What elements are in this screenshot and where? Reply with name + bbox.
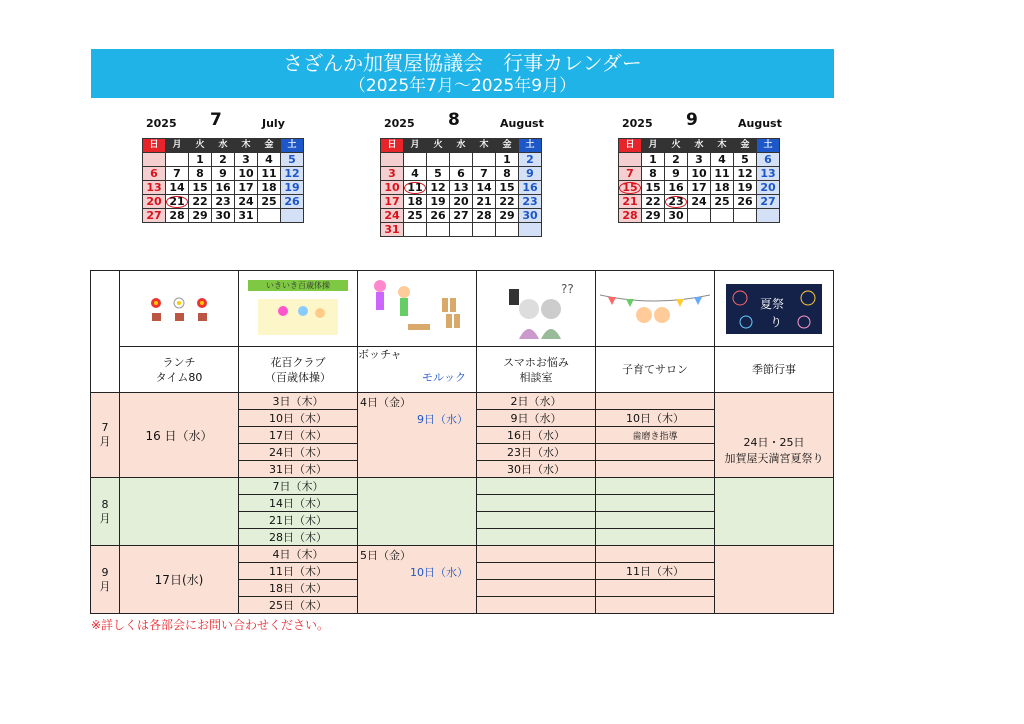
boccia-icon bbox=[358, 274, 476, 344]
hana-date: 11日（木） bbox=[239, 563, 358, 580]
season-july: 24日・25日 加賀屋天満宮夏祭り bbox=[715, 393, 834, 478]
schedule-table bbox=[90, 270, 834, 614]
season-august bbox=[715, 478, 834, 546]
col-salon: 子育てサロン bbox=[596, 347, 715, 393]
cal-month: 9 bbox=[686, 110, 698, 130]
salon-cell bbox=[596, 461, 715, 478]
salon-cell bbox=[596, 444, 715, 461]
col-lunch: ランチ タイム80 bbox=[120, 347, 239, 393]
cal-month: 8 bbox=[448, 110, 460, 130]
hana-date: 31日（木） bbox=[239, 461, 358, 478]
cal-month-en: July bbox=[262, 117, 285, 130]
exercise-icon bbox=[239, 280, 357, 337]
salon-note: 歯磨き指導 bbox=[596, 427, 715, 444]
lunch-september: 17日(水) bbox=[120, 546, 239, 614]
salon-cell bbox=[596, 393, 715, 410]
calendar-grid: 日 月 火 水 木 金 土 1 2 3 4 5 6 7 8 9 10 11 12 13 15 15 16 17 18 19 20 21 22 23 24 25 26 27 28 29 30 bbox=[618, 138, 780, 223]
smart-cell bbox=[477, 512, 596, 529]
hana-banner: いきいき百歳体操 bbox=[248, 280, 348, 291]
hana-date: 25日（木） bbox=[239, 597, 358, 614]
title-line1: さざんか加賀屋協議会 行事カレンダー bbox=[283, 51, 642, 75]
hana-date: 10日（木） bbox=[239, 410, 358, 427]
salon-cell bbox=[596, 580, 715, 597]
lunch-august bbox=[120, 478, 239, 546]
flower-icon bbox=[120, 291, 238, 327]
salon-cell bbox=[596, 597, 715, 614]
cal-month-en: August bbox=[738, 117, 782, 130]
hana-date: 28日（木） bbox=[239, 529, 358, 546]
smart-date: 9日（水） bbox=[477, 410, 596, 427]
smart-date: 16日（水） bbox=[477, 427, 596, 444]
cal-year: 2025 bbox=[146, 117, 177, 130]
hana-date: 7日（木） bbox=[239, 478, 358, 495]
smart-cell bbox=[477, 563, 596, 580]
col-smartphone: スマホお悩み 相談室 bbox=[477, 347, 596, 393]
hana-date: 21日（木） bbox=[239, 512, 358, 529]
season-september bbox=[715, 546, 834, 614]
boccia-august bbox=[358, 478, 477, 546]
calendar-august bbox=[378, 108, 550, 237]
smart-date: 2日（水） bbox=[477, 393, 596, 410]
calendar-july bbox=[140, 108, 312, 223]
salon-date: 10日（木） bbox=[596, 410, 715, 427]
salon-cell bbox=[596, 512, 715, 529]
fireworks-icon bbox=[715, 284, 833, 334]
svg-text:り: り bbox=[770, 314, 783, 329]
boccia-july: 4日（金） 9日（水） bbox=[358, 393, 477, 478]
calendar-grid: 日 月 火 水 木 金 土 1 2 3 4 5 6 7 8 9 10 11 12 13 14 15 16 17 18 19 20 21 22 23 24 25 26 27 28 29 30 31 bbox=[380, 138, 542, 237]
hana-date: 17日（木） bbox=[239, 427, 358, 444]
footer-note: ※詳しくは各部会にお問い合わせください。 bbox=[91, 618, 330, 632]
lunch-july: 16 日（水） bbox=[120, 393, 239, 478]
month-september: 9 月 bbox=[91, 546, 120, 614]
cal-year: 2025 bbox=[622, 117, 653, 130]
hana-date: 4日（木） bbox=[239, 546, 358, 563]
salon-date: 11日（木） bbox=[596, 563, 715, 580]
smart-date: 23日（水） bbox=[477, 444, 596, 461]
title-banner bbox=[91, 49, 834, 98]
smart-cell bbox=[477, 580, 596, 597]
hana-date: 14日（木） bbox=[239, 495, 358, 512]
smart-cell bbox=[477, 546, 596, 563]
salon-cell bbox=[596, 546, 715, 563]
smart-cell bbox=[477, 495, 596, 512]
hana-date: 3日（木） bbox=[239, 393, 358, 410]
smart-cell bbox=[477, 478, 596, 495]
cal-year: 2025 bbox=[384, 117, 415, 130]
boccia-september: 5日（金） 10日（水） bbox=[358, 546, 477, 614]
smart-cell bbox=[477, 529, 596, 546]
salon-cell bbox=[596, 529, 715, 546]
cal-month-en: August bbox=[500, 117, 544, 130]
smart-cell bbox=[477, 597, 596, 614]
salon-cell bbox=[596, 495, 715, 512]
col-season: 季節行事 bbox=[715, 347, 834, 393]
children-bunting-icon bbox=[596, 289, 714, 329]
title-line2: （2025年7月～2025年9月） bbox=[348, 76, 577, 96]
smart-date: 30日（水） bbox=[477, 461, 596, 478]
hana-date: 18日（木） bbox=[239, 580, 358, 597]
col-boccia: ボッチャ モルック bbox=[358, 347, 477, 393]
month-july: 7 月 bbox=[91, 393, 120, 478]
cal-month: 7 bbox=[210, 110, 222, 130]
month-august: 8 月 bbox=[91, 478, 120, 546]
hana-date: 24日（木） bbox=[239, 444, 358, 461]
seniors-smartphone-icon bbox=[477, 279, 595, 339]
col-hana: 花百クラブ （百歳体操） bbox=[239, 347, 358, 393]
calendar-september bbox=[616, 108, 788, 223]
calendar-grid: 日 月 火 水 木 金 土 1 2 3 4 5 6 7 8 9 10 11 12 13 14 15 16 17 18 19 20 21 22 23 24 25 26 27 28 29 30 31 bbox=[142, 138, 304, 223]
svg-text:夏祭: 夏祭 bbox=[760, 296, 785, 311]
svg-text:??: ?? bbox=[561, 281, 574, 296]
salon-cell bbox=[596, 478, 715, 495]
